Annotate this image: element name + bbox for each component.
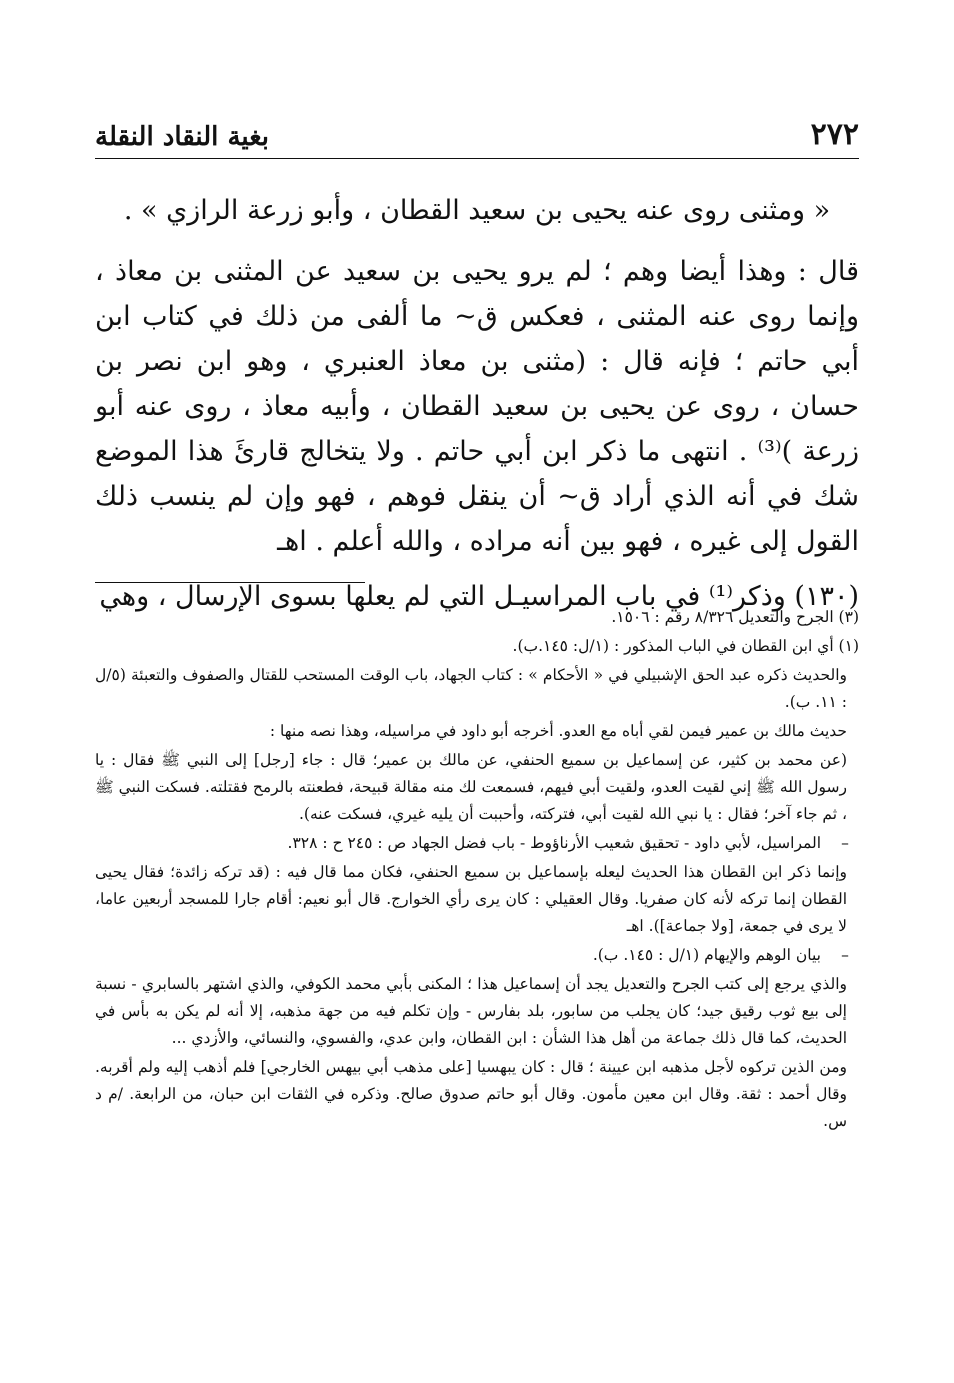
dash-marker: – [841, 834, 849, 852]
footnotes [95, 604, 859, 1137]
footnote-paragraph: (عن محمد بن كثير، عن إسماعيل بن سميع الحنفي، عن مالك بن عمير؛ قال : جاء [رجل] إلى النبي ﷺ فقال : يا رسول الله ﷺ إني لقيت العدو، ولقيت أبي فيهم، فسمعت لك منه مقالة قبيحة، فطعنته بالرمح فقتلته. فسكت النبي ﷺ ، ثم جاء آخر؛ فقال : يا نبي الله لقيت أبي، فتركته، وأحببت أن يليه غيري، فسكت عنه). [95, 751, 847, 823]
main-text [95, 188, 859, 629]
quoted-line: « ومثنى روى عنه يحيى بن سعيد القطان ، وأبو زرعة الرازي » . [123, 195, 831, 226]
page-number: ٢٧٢ [810, 117, 859, 152]
footnote-reference: المراسيل، لأبي داود - تحقيق شعيب الأرناؤوط - باب فضل الجهاد ص : ٢٤٥ ح : ٣٢٨. [287, 834, 821, 852]
footnote-paragraph: ومن الذين تركوه لأجل مذهبه ابن عيينة ؛ قال : كان يبهسيا [على مذهب أبي بيهس الخارجي] فلم أذهب إليه ولم أقربه. وقال أحمد : ثقة. وقال ابن معين مأمون. وقال أبو حاتم صدوق صالح. وذكره في الثقات ابن حبان، من الرابعة. /م د س. [95, 1058, 847, 1130]
page-header [95, 108, 859, 159]
footnote-reference: بيان الوهم والإيهام (١/ل : ١٤٥. ب). [592, 946, 821, 964]
footnote-divider [95, 582, 365, 583]
footnote-3: (٣) الجرح والتعديل ٨/٣٢٦ رقم : ١٥٠٦. [611, 608, 859, 626]
footnote-paragraph: والذي يرجع إلى كتب الجرح والتعديل يجد أن إسماعيل هذا ؛ المكنى بأبي محمد الكوفي، والذي اشتهر بالسابري - نسبة إلى بيع ثوب رقيق جيد؛ كان يجلب من سابور، بلد بفارس - وإن تكلم فيه من جهة مذهبه، إلا أنه لم يكن به بأس في الحديث، كما قال ذلك جماعة من أهل هذا الشأن : ابن القطان، وابن عدي، والفسوي، والنسائي، والأزدي ... [95, 975, 847, 1047]
body-paragraph: قال : وهذا أيضا وهم ؛ لم يرو يحيى بن سعيد عن المثنى بن معاذ ، وإنما روى عنه المثنى ، فعكس ق~ ما ألفى من ذلك في كتاب ابن أبي حاتم ؛ فإنه قال : (مثنى بن معاذ العنبري ، وهو ابن نصر بن حسان ، روى عن يحيى بن سعيد القطان ، وأبيه معاذ ، روى عنه أبو زرعة )⁽³⁾ . انتهى ما ذكر ابن أبي حاتم . ولا يتخالج قارئَ هذا الموضع شك في أنه الذي أراد ق~ أن ينقل فوهم ، فهو وإن لم ينسب ذلك القول إلى غيره ، فهو بين أنه مراده ، والله أعلم . اهـ [95, 256, 859, 557]
body-paragraph: (١٣٠) وذكر⁽¹⁾ في باب المراسيـل التي لم يعلها بسوى الإرسال ، وهي [99, 581, 859, 612]
dash-marker: – [841, 946, 849, 964]
footnote-paragraph: والحديث ذكره عبد الحق الإشبيلي في « الأحكام » : كتاب الجهاد، باب الوقت المستحب للقتال والصفوف والتعبئة (٥/ل : ١١. ب). [95, 666, 847, 711]
running-title: بغية النقاد النقلة [95, 122, 270, 152]
footnote-dash-item [95, 830, 859, 857]
footnote-1: (١) أي ابن القطان في الباب المذكور : (١/ل: ١٤٥.ب). [512, 637, 859, 655]
footnote-dash-item [95, 942, 859, 969]
footnote-paragraph: حديث مالك بن عمير فيمن لقي أباه مع العدو. أخرجه أبو داود في مراسيله، وهذا نصه منها : [269, 722, 847, 740]
footnote-paragraph: وإنما ذكر ابن القطان هذا الحديث ليعله بإسماعيل بن سميع الحنفي، فكان مما قال فيه : (قد تركه زائدة؛ فقال يحيى القطان إنما تركه لأنه كان صفريا. وقال العقيلي : كان يرى رأي الخوارج. قال أبو نعيم: أقام جارا للمسجد أربعين عاما، لا يرى في جمعة، [ولا جماعة]). اهـ [95, 863, 847, 935]
